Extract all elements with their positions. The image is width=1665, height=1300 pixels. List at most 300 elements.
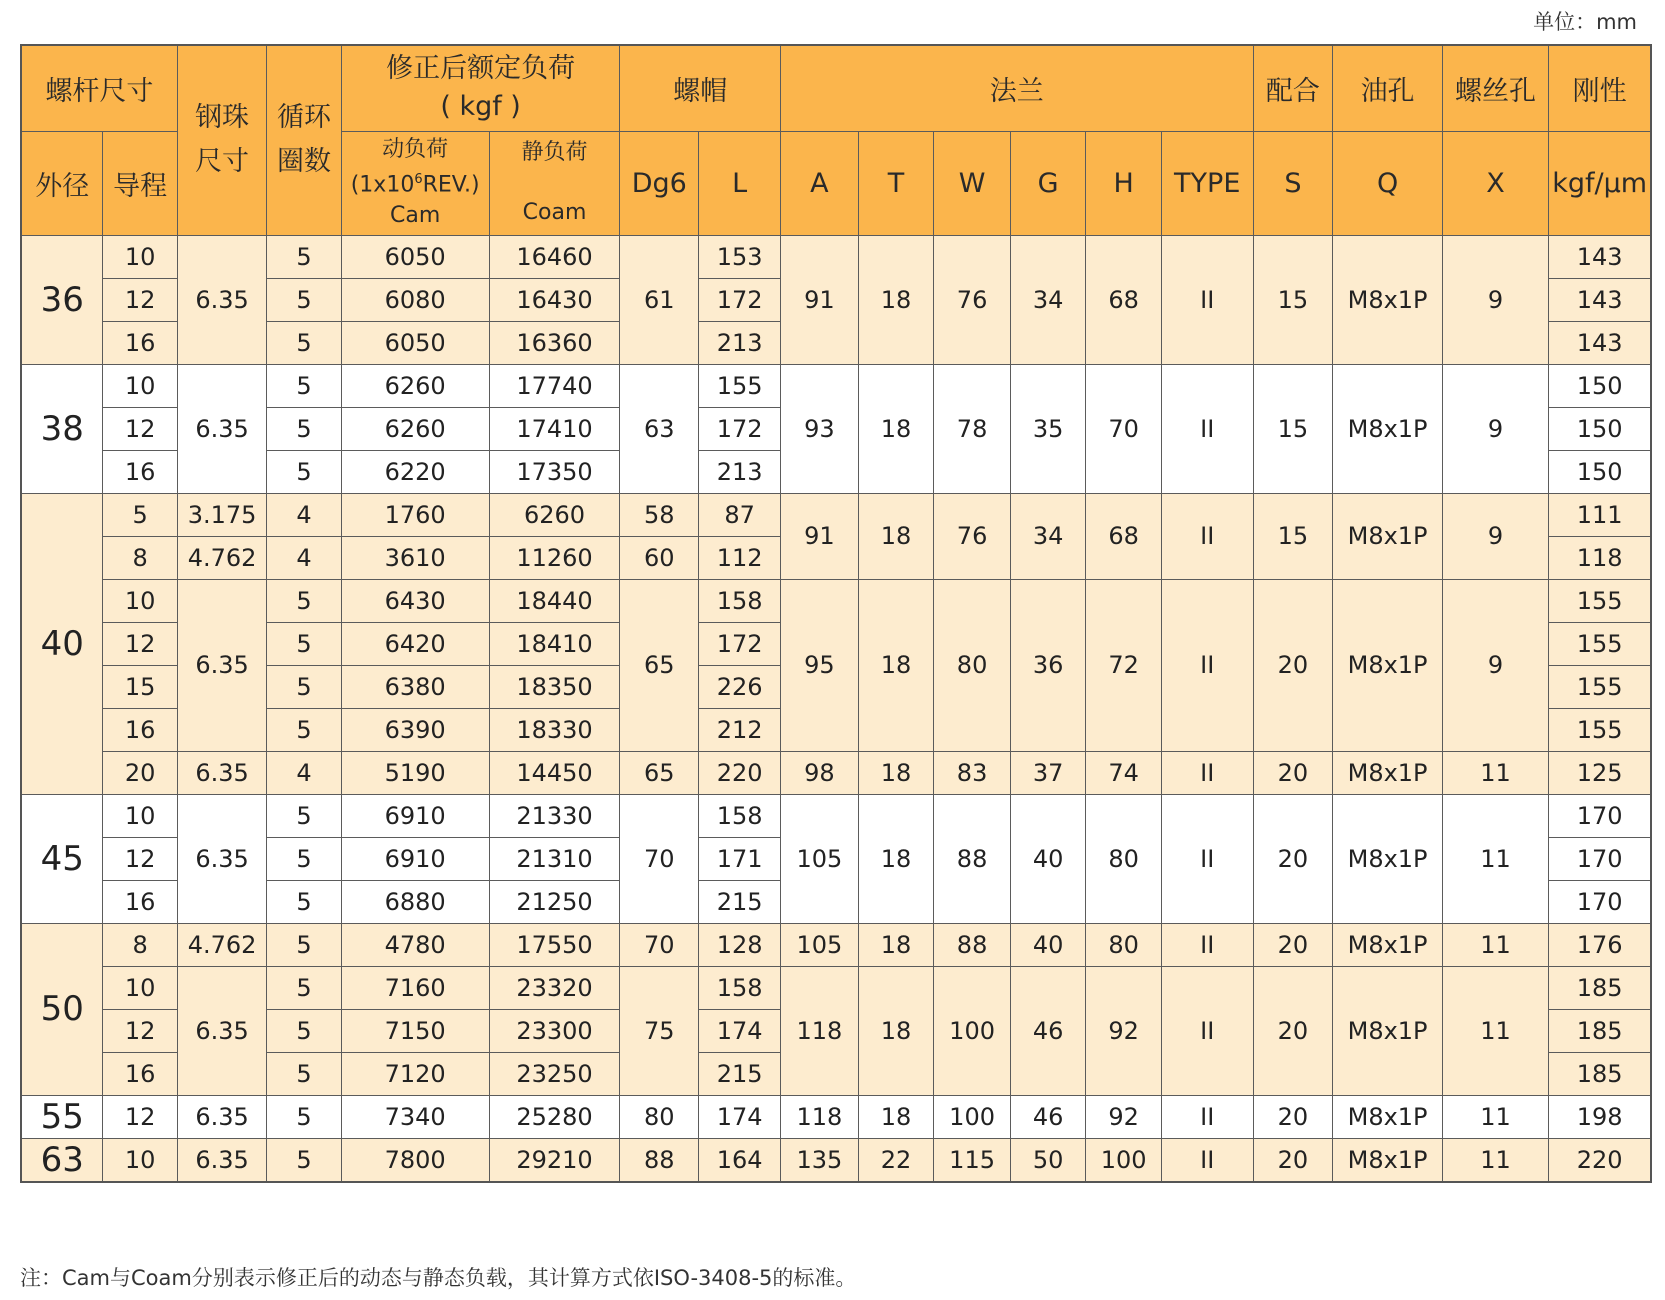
G-cell: 35 — [1010, 364, 1086, 493]
T-header: T — [858, 131, 934, 235]
G-cell: 34 — [1010, 235, 1086, 364]
lead-cell: 10 — [103, 235, 177, 278]
coam-cell: 29210 — [489, 1138, 620, 1182]
Q-cell: M8x1P — [1333, 235, 1443, 364]
ball-size-cell: 6.35 — [177, 235, 266, 364]
lead-cell: 10 — [103, 966, 177, 1009]
coam-cell: 17740 — [489, 364, 620, 407]
X-cell: 11 — [1442, 794, 1548, 923]
cam-cell: 4780 — [341, 923, 489, 966]
ball-size-cell: 6.35 — [177, 794, 266, 923]
S-cell: 20 — [1253, 966, 1333, 1095]
S-cell: 20 — [1253, 1138, 1333, 1182]
L-cell: 158 — [699, 966, 781, 1009]
stiffness-cell: 176 — [1549, 923, 1651, 966]
circuits-label: 循环圈数 — [276, 102, 331, 178]
A-cell: 98 — [781, 751, 859, 794]
circuits-cell: 5 — [267, 364, 341, 407]
lead-cell: 16 — [103, 880, 177, 923]
H-cell: 92 — [1086, 1095, 1162, 1138]
lead-cell: 12 — [103, 837, 177, 880]
H-cell: 80 — [1086, 794, 1162, 923]
screw-hole-header: 螺丝孔 — [1442, 45, 1548, 131]
dg6-cell: 65 — [620, 579, 699, 751]
G-cell: 40 — [1010, 794, 1086, 923]
lead-cell: 12 — [103, 407, 177, 450]
S-cell: 15 — [1253, 235, 1333, 364]
T-cell: 22 — [858, 1138, 934, 1182]
L-cell: 213 — [699, 450, 781, 493]
X-cell: 9 — [1442, 235, 1548, 364]
L-cell: 164 — [699, 1138, 781, 1182]
L-cell: 174 — [699, 1095, 781, 1138]
W-cell: 88 — [934, 794, 1011, 923]
H-cell: 70 — [1086, 364, 1162, 493]
S-cell: 20 — [1253, 1095, 1333, 1138]
coam-cell: 16430 — [489, 278, 620, 321]
Q-cell: M8x1P — [1333, 493, 1443, 579]
H-cell: 68 — [1086, 235, 1162, 364]
circuits-cell: 5 — [267, 622, 341, 665]
G-cell: 46 — [1010, 966, 1086, 1095]
circuits-cell: 5 — [267, 450, 341, 493]
ball-size-cell: 6.35 — [177, 966, 266, 1095]
L-cell: 153 — [699, 235, 781, 278]
table-body — [21, 235, 1651, 1182]
A-cell: 118 — [781, 1095, 859, 1138]
circuits-cell: 5 — [267, 235, 341, 278]
table-row — [21, 1138, 1651, 1182]
table-row — [21, 364, 1651, 407]
static-load-label: 静负荷 — [521, 140, 588, 165]
A-header: A — [781, 131, 859, 235]
Q-cell: M8x1P — [1333, 751, 1443, 794]
oil-hole-header: 油孔 — [1333, 45, 1443, 131]
stiffness-header: 刚性 — [1549, 45, 1651, 131]
dg6-cell: 80 — [620, 1095, 699, 1138]
stiffness-cell: 118 — [1549, 536, 1651, 579]
cam-cell: 6430 — [341, 579, 489, 622]
coam-cell: 18350 — [489, 665, 620, 708]
X-cell: 11 — [1442, 1095, 1548, 1138]
Q-cell: M8x1P — [1333, 966, 1443, 1095]
X-cell: 9 — [1442, 579, 1548, 751]
coam-label: Coam — [522, 200, 587, 225]
circuits-cell: 5 — [267, 708, 341, 751]
lead-cell: 12 — [103, 1095, 177, 1138]
outer-dia-cell: 36 — [21, 235, 103, 364]
L-cell: 158 — [699, 579, 781, 622]
outer-dia-cell: 38 — [21, 364, 103, 493]
lead-cell: 16 — [103, 450, 177, 493]
rated-load-line2: ( kgf ) — [440, 91, 521, 123]
S-cell: 20 — [1253, 794, 1333, 923]
coam-cell: 21330 — [489, 794, 620, 837]
circuits-cell: 5 — [267, 1138, 341, 1182]
S-cell: 15 — [1253, 493, 1333, 579]
T-cell: 18 — [858, 966, 934, 1095]
circuits-cell: 5 — [267, 1052, 341, 1095]
stiffness-cell: 125 — [1549, 751, 1651, 794]
Q-cell: M8x1P — [1333, 923, 1443, 966]
cam-cell: 6380 — [341, 665, 489, 708]
cam-cell: 6910 — [341, 794, 489, 837]
L-cell: 215 — [699, 1052, 781, 1095]
coam-cell: 14450 — [489, 751, 620, 794]
cam-cell: 6260 — [341, 364, 489, 407]
stiffness-cell: 220 — [1549, 1138, 1651, 1182]
cam-cell: 7150 — [341, 1009, 489, 1052]
ball-size-cell: 6.35 — [177, 1095, 266, 1138]
coam-cell: 21310 — [489, 837, 620, 880]
Q-cell: M8x1P — [1333, 1138, 1443, 1182]
type-cell: II — [1161, 235, 1253, 364]
W-header: W — [934, 131, 1011, 235]
stiffness-cell: 143 — [1549, 278, 1651, 321]
circuits-header — [267, 45, 341, 235]
cam-cell: 6910 — [341, 837, 489, 880]
A-cell: 95 — [781, 579, 859, 751]
Q-cell: M8x1P — [1333, 579, 1443, 751]
A-cell: 91 — [781, 493, 859, 579]
stiffness-cell: 185 — [1549, 1009, 1651, 1052]
stiffness-cell: 150 — [1549, 407, 1651, 450]
A-cell: 105 — [781, 923, 859, 966]
coam-cell: 16460 — [489, 235, 620, 278]
G-cell: 40 — [1010, 923, 1086, 966]
lead-cell: 16 — [103, 708, 177, 751]
table-row — [21, 923, 1651, 966]
type-cell: II — [1161, 1138, 1253, 1182]
L-cell: 87 — [699, 493, 781, 536]
cam-cell: 1760 — [341, 493, 489, 536]
outer-dia-header: 外径 — [21, 131, 103, 235]
cam-cell: 6050 — [341, 321, 489, 364]
W-cell: 76 — [934, 235, 1011, 364]
L-cell: 213 — [699, 321, 781, 364]
L-cell: 215 — [699, 880, 781, 923]
S-cell: 20 — [1253, 751, 1333, 794]
cam-cell: 6880 — [341, 880, 489, 923]
W-cell: 100 — [934, 966, 1011, 1095]
H-cell: 72 — [1086, 579, 1162, 751]
lead-cell: 10 — [103, 794, 177, 837]
ball-size-cell: 6.35 — [177, 364, 266, 493]
H-cell: 92 — [1086, 966, 1162, 1095]
stiffness-cell: 111 — [1549, 493, 1651, 536]
Q-header: Q — [1333, 131, 1443, 235]
lead-cell: 8 — [103, 536, 177, 579]
G-cell: 50 — [1010, 1138, 1086, 1182]
stiffness-cell: 185 — [1549, 966, 1651, 1009]
outer-dia-cell: 40 — [21, 493, 103, 794]
G-cell: 36 — [1010, 579, 1086, 751]
circuits-cell: 5 — [267, 837, 341, 880]
ball-size-cell: 4.762 — [177, 923, 266, 966]
stiffness-cell: 170 — [1549, 794, 1651, 837]
ball-screw-spec-table — [20, 44, 1652, 1183]
G-header: G — [1010, 131, 1086, 235]
type-cell: II — [1161, 923, 1253, 966]
T-cell: 18 — [858, 235, 934, 364]
lead-cell: 12 — [103, 1009, 177, 1052]
coam-cell: 11260 — [489, 536, 620, 579]
circuits-cell: 5 — [267, 880, 341, 923]
lead-cell: 12 — [103, 622, 177, 665]
stiffness-cell: 155 — [1549, 622, 1651, 665]
screw-size-header: 螺杆尺寸 — [21, 45, 177, 131]
type-cell: II — [1161, 364, 1253, 493]
lead-cell: 12 — [103, 278, 177, 321]
ball-size-cell: 6.35 — [177, 751, 266, 794]
L-cell: 172 — [699, 622, 781, 665]
G-cell: 34 — [1010, 493, 1086, 579]
coam-cell: 18410 — [489, 622, 620, 665]
coam-cell: 23250 — [489, 1052, 620, 1095]
static-load-header — [489, 131, 620, 235]
lead-cell: 8 — [103, 923, 177, 966]
circuits-cell: 4 — [267, 751, 341, 794]
T-cell: 18 — [858, 493, 934, 579]
circuits-cell: 5 — [267, 278, 341, 321]
W-cell: 80 — [934, 579, 1011, 751]
outer-dia-cell: 45 — [21, 794, 103, 923]
flange-header: 法兰 — [781, 45, 1253, 131]
cam-cell: 7340 — [341, 1095, 489, 1138]
stiffness-cell: 143 — [1549, 321, 1651, 364]
circuits-cell: 5 — [267, 923, 341, 966]
T-cell: 18 — [858, 923, 934, 966]
L-cell: 128 — [699, 923, 781, 966]
cam-label: Cam — [390, 202, 441, 228]
coam-cell: 23320 — [489, 966, 620, 1009]
A-cell: 91 — [781, 235, 859, 364]
W-cell: 100 — [934, 1095, 1011, 1138]
cam-cell: 6420 — [341, 622, 489, 665]
circuits-cell: 5 — [267, 579, 341, 622]
cam-cell: 7120 — [341, 1052, 489, 1095]
coam-cell: 25280 — [489, 1095, 620, 1138]
coam-cell: 17550 — [489, 923, 620, 966]
dg6-cell: 63 — [620, 364, 699, 493]
W-cell: 78 — [934, 364, 1011, 493]
cam-cell: 5190 — [341, 751, 489, 794]
rated-load-line1: 修正后额定负荷 — [386, 53, 576, 85]
table-row — [21, 751, 1651, 794]
L-cell: 220 — [699, 751, 781, 794]
type-cell: II — [1161, 1095, 1253, 1138]
circuits-cell: 5 — [267, 794, 341, 837]
coam-cell: 18330 — [489, 708, 620, 751]
H-cell: 80 — [1086, 923, 1162, 966]
L-cell: 212 — [699, 708, 781, 751]
table-row — [21, 1095, 1651, 1138]
L-cell: 171 — [699, 837, 781, 880]
stiffness-cell: 185 — [1549, 1052, 1651, 1095]
Q-cell: M8x1P — [1333, 364, 1443, 493]
unit-label: 单位：mm — [1533, 10, 1637, 34]
type-cell: II — [1161, 966, 1253, 1095]
circuits-cell: 5 — [267, 966, 341, 1009]
circuits-cell: 4 — [267, 536, 341, 579]
W-cell: 88 — [934, 923, 1011, 966]
fit-header: 配合 — [1253, 45, 1333, 131]
circuits-cell: 5 — [267, 407, 341, 450]
lead-cell: 10 — [103, 1138, 177, 1182]
cam-cell: 6080 — [341, 278, 489, 321]
outer-dia-cell: 50 — [21, 923, 103, 1095]
dynamic-load-condition: $(1x10^6REV.)$ — [350, 172, 480, 198]
lead-cell: 15 — [103, 665, 177, 708]
table-row — [21, 493, 1651, 536]
X-cell: 11 — [1442, 966, 1548, 1095]
stiffness-cell: 170 — [1549, 837, 1651, 880]
lead-cell: 20 — [103, 751, 177, 794]
dg6-cell: 88 — [620, 1138, 699, 1182]
type-cell: II — [1161, 751, 1253, 794]
L-cell: 112 — [699, 536, 781, 579]
type-cell: II — [1161, 493, 1253, 579]
X-cell: 9 — [1442, 493, 1548, 579]
stiffness-cell: 143 — [1549, 235, 1651, 278]
G-cell: 46 — [1010, 1095, 1086, 1138]
S-cell: 20 — [1253, 923, 1333, 966]
outer-dia-cell: 63 — [21, 1138, 103, 1182]
circuits-cell: 5 — [267, 1095, 341, 1138]
type-cell: II — [1161, 794, 1253, 923]
A-cell: 135 — [781, 1138, 859, 1182]
X-header: X — [1442, 131, 1548, 235]
circuits-cell: 5 — [267, 665, 341, 708]
L-cell: 172 — [699, 278, 781, 321]
stiffness-cell: 155 — [1549, 579, 1651, 622]
H-header: H — [1086, 131, 1162, 235]
W-cell: 76 — [934, 493, 1011, 579]
dg6-cell: 58 — [620, 493, 699, 536]
dg6-cell: 70 — [620, 923, 699, 966]
table-header — [21, 45, 1651, 235]
cam-cell: 7800 — [341, 1138, 489, 1182]
T-cell: 18 — [858, 1095, 934, 1138]
T-cell: 18 — [858, 579, 934, 751]
rated-load-header — [341, 45, 620, 131]
A-cell: 118 — [781, 966, 859, 1095]
dynamic-load-label: 动负荷 — [382, 137, 449, 163]
coam-cell: 17410 — [489, 407, 620, 450]
ball-size-cell: 4.762 — [177, 536, 266, 579]
A-cell: 93 — [781, 364, 859, 493]
stiffness-unit-header: kgf/μm — [1549, 131, 1651, 235]
nut-header: 螺帽 — [620, 45, 781, 131]
H-cell: 74 — [1086, 751, 1162, 794]
H-cell: 68 — [1086, 493, 1162, 579]
stiffness-cell: 150 — [1549, 450, 1651, 493]
dg6-cell: 60 — [620, 536, 699, 579]
A-cell: 105 — [781, 794, 859, 923]
W-cell: 115 — [934, 1138, 1011, 1182]
type-header: TYPE — [1161, 131, 1253, 235]
coam-cell: 18440 — [489, 579, 620, 622]
S-header: S — [1253, 131, 1333, 235]
type-cell: II — [1161, 579, 1253, 751]
ball-size-cell: 6.35 — [177, 579, 266, 751]
cam-cell: 6050 — [341, 235, 489, 278]
L-cell: 226 — [699, 665, 781, 708]
coam-cell: 16360 — [489, 321, 620, 364]
dg6-cell: 65 — [620, 751, 699, 794]
coam-cell: 17350 — [489, 450, 620, 493]
L-cell: 158 — [699, 794, 781, 837]
ball-size-label: 钢珠尺寸 — [195, 102, 250, 178]
lead-header: 导程 — [103, 131, 177, 235]
Q-cell: M8x1P — [1333, 1095, 1443, 1138]
lead-cell: 5 — [103, 493, 177, 536]
dg6-cell: 61 — [620, 235, 699, 364]
cam-cell: 6220 — [341, 450, 489, 493]
coam-cell: 6260 — [489, 493, 620, 536]
X-cell: 11 — [1442, 923, 1548, 966]
dg6-header: Dg6 — [620, 131, 699, 235]
dg6-cell: 70 — [620, 794, 699, 923]
stiffness-cell: 150 — [1549, 364, 1651, 407]
L-header: L — [699, 131, 781, 235]
cam-cell: 6390 — [341, 708, 489, 751]
dynamic-load-header — [341, 131, 489, 235]
circuits-cell: 5 — [267, 1009, 341, 1052]
lead-cell: 16 — [103, 321, 177, 364]
T-cell: 18 — [858, 751, 934, 794]
lead-cell: 16 — [103, 1052, 177, 1095]
Q-cell: M8x1P — [1333, 794, 1443, 923]
L-cell: 172 — [699, 407, 781, 450]
cam-cell: 7160 — [341, 966, 489, 1009]
ball-size-cell: 6.35 — [177, 1138, 266, 1182]
table-row — [21, 235, 1651, 278]
L-cell: 174 — [699, 1009, 781, 1052]
cam-cell: 3610 — [341, 536, 489, 579]
footnote: 注：Cam与Coam分别表示修正后的动态与静态负载，其计算方式依ISO-3408-5的标准。 — [20, 1266, 857, 1290]
table-row — [21, 794, 1651, 837]
T-cell: 18 — [858, 364, 934, 493]
stiffness-cell: 155 — [1549, 708, 1651, 751]
coam-cell: 21250 — [489, 880, 620, 923]
W-cell: 83 — [934, 751, 1011, 794]
ball-size-header — [177, 45, 266, 235]
stiffness-cell: 155 — [1549, 665, 1651, 708]
stiffness-cell: 170 — [1549, 880, 1651, 923]
G-cell: 37 — [1010, 751, 1086, 794]
H-cell: 100 — [1086, 1138, 1162, 1182]
cam-cell: 6260 — [341, 407, 489, 450]
X-cell: 9 — [1442, 364, 1548, 493]
lead-cell: 10 — [103, 579, 177, 622]
coam-cell: 23300 — [489, 1009, 620, 1052]
circuits-cell: 4 — [267, 493, 341, 536]
circuits-cell: 5 — [267, 321, 341, 364]
table-row — [21, 579, 1651, 622]
outer-dia-cell: 55 — [21, 1095, 103, 1138]
X-cell: 11 — [1442, 1138, 1548, 1182]
dg6-cell: 75 — [620, 966, 699, 1095]
T-cell: 18 — [858, 794, 934, 923]
table-row — [21, 966, 1651, 1009]
lead-cell: 10 — [103, 364, 177, 407]
S-cell: 20 — [1253, 579, 1333, 751]
S-cell: 15 — [1253, 364, 1333, 493]
ball-size-cell: 3.175 — [177, 493, 266, 536]
stiffness-cell: 198 — [1549, 1095, 1651, 1138]
L-cell: 155 — [699, 364, 781, 407]
